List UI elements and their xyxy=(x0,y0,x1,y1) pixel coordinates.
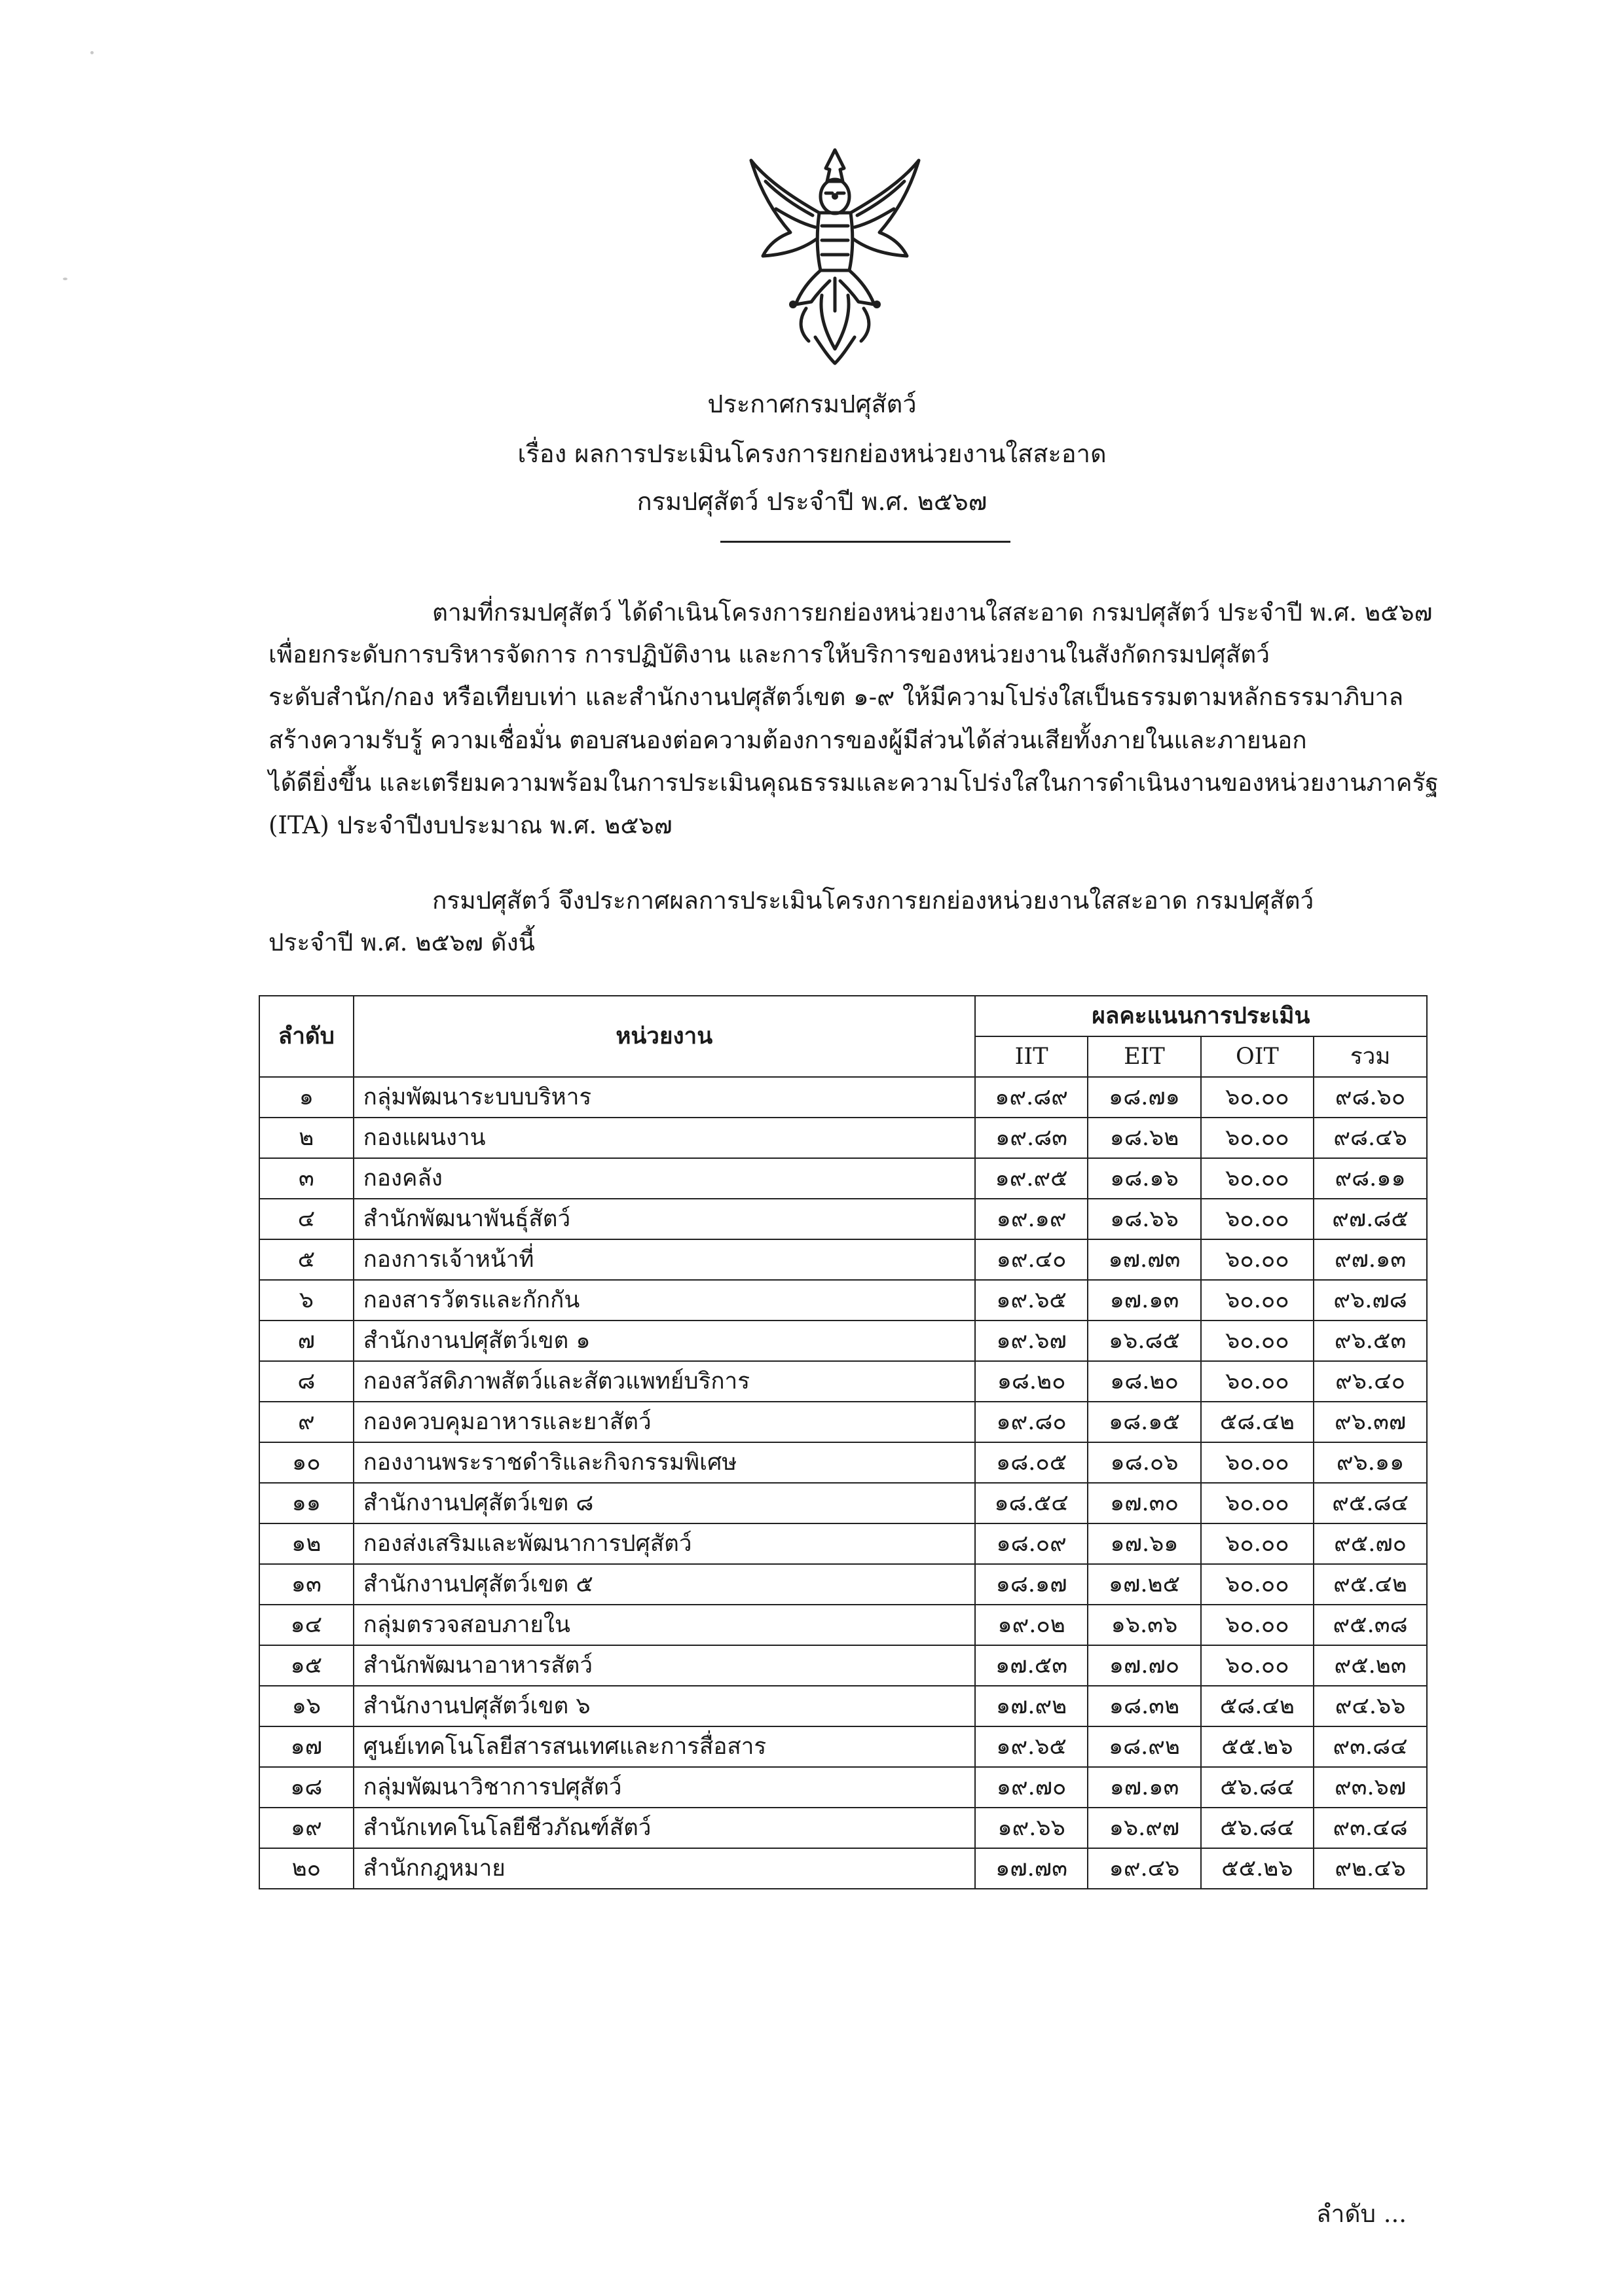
row-iit: ๑๙.๙๕ xyxy=(975,1158,1088,1199)
row-unit: กลุ่มพัฒนาระบบบริหาร xyxy=(354,1077,975,1118)
row-unit: กองคลัง xyxy=(354,1158,975,1199)
row-oit: ๕๖.๘๔ xyxy=(1201,1767,1314,1808)
row-eit: ๑๗.๗๓ xyxy=(1088,1239,1200,1280)
announcement-title: ประกาศกรมปศุสัตว์ xyxy=(707,390,917,418)
header-rank: ลำดับ xyxy=(259,996,354,1077)
row-oit: ๖๐.๐๐ xyxy=(1201,1564,1314,1605)
row-unit: สำนักพัฒนาพันธุ์สัตว์ xyxy=(354,1199,975,1239)
row-eit: ๑๘.๙๒ xyxy=(1088,1726,1200,1767)
row-rank: ๑๖ xyxy=(259,1686,354,1726)
row-rank: ๓ xyxy=(259,1158,354,1199)
row-oit: ๖๐.๐๐ xyxy=(1201,1605,1314,1645)
header-score-group: ผลคะแนนการประเมิน xyxy=(975,996,1427,1036)
row-rank: ๑๐ xyxy=(259,1442,354,1483)
row-oit: ๖๐.๐๐ xyxy=(1201,1280,1314,1321)
row-eit: ๑๗.๗๐ xyxy=(1088,1645,1200,1686)
row-rank: ๑๙ xyxy=(259,1808,354,1848)
row-eit: ๑๖.๘๕ xyxy=(1088,1321,1200,1361)
row-oit: ๖๐.๐๐ xyxy=(1201,1158,1314,1199)
results-table-body xyxy=(259,1077,1427,1889)
row-eit: ๑๘.๓๒ xyxy=(1088,1686,1200,1726)
row-total: ๙๕.๒๓ xyxy=(1314,1645,1427,1686)
row-oit: ๕๕.๒๖ xyxy=(1201,1848,1314,1889)
announcement-subject: เรื่อง ผลการประเมินโครงการยกย่องหน่วยงานใสสะอาด xyxy=(517,439,1107,468)
paragraph-2-line-1: กรมปศุสัตว์ จึงประกาศผลการประเมินโครงการยกย่องหน่วยงานใสสะอาด กรมปศุสัตว์ xyxy=(432,886,1314,915)
row-unit: กลุ่มพัฒนาวิชาการปศุสัตว์ xyxy=(354,1767,975,1808)
header-unit: หน่วยงาน xyxy=(354,996,975,1077)
row-eit: ๑๖.๓๖ xyxy=(1088,1605,1200,1645)
row-unit: กองควบคุมอาหารและยาสัตว์ xyxy=(354,1402,975,1442)
paragraph-1-line-4: สร้างความรับรู้ ความเชื่อมั่น ตอบสนองต่อความต้องการของผู้มีส่วนได้ส่วนเสียทั้งภายในและภายนอก xyxy=(268,726,1307,754)
row-eit: ๑๗.๑๓ xyxy=(1088,1280,1200,1321)
row-total: ๙๔.๖๖ xyxy=(1314,1686,1427,1726)
row-eit: ๑๗.๑๓ xyxy=(1088,1767,1200,1808)
row-oit: ๖๐.๐๐ xyxy=(1201,1199,1314,1239)
row-oit: ๖๐.๐๐ xyxy=(1201,1321,1314,1361)
row-iit: ๑๙.๖๕ xyxy=(975,1280,1088,1321)
row-total: ๙๖.๑๑ xyxy=(1314,1442,1427,1483)
page-continuation: ลำดับ ... xyxy=(1316,2200,1407,2228)
row-eit: ๑๗.๒๕ xyxy=(1088,1564,1200,1605)
header-divider xyxy=(720,541,1010,543)
row-oit: ๖๐.๐๐ xyxy=(1201,1442,1314,1483)
table-row xyxy=(259,1523,1427,1564)
table-row xyxy=(259,1686,1427,1726)
row-eit: ๑๘.๖๖ xyxy=(1088,1199,1200,1239)
row-rank: ๑๑ xyxy=(259,1483,354,1523)
paragraph-1-line-5: ได้ดียิ่งขึ้น และเตรียมความพร้อมในการประเมินคุณธรรมและความโปร่งใสในการดำเนินงานของหน่วยงานภาครัฐ xyxy=(268,769,1439,797)
row-oit: ๖๐.๐๐ xyxy=(1201,1483,1314,1523)
row-total: ๙๓.๖๗ xyxy=(1314,1767,1427,1808)
row-oit: ๖๐.๐๐ xyxy=(1201,1645,1314,1686)
row-oit: ๕๕.๒๖ xyxy=(1201,1726,1314,1767)
row-unit: กองสารวัตรและกักกัน xyxy=(354,1280,975,1321)
row-total: ๙๓.๘๔ xyxy=(1314,1726,1427,1767)
row-iit: ๑๙.๖๖ xyxy=(975,1808,1088,1848)
table-row xyxy=(259,1158,1427,1199)
paragraph-2-line-2: ประจำปี พ.ศ. ๒๕๖๗ ดังนี้ xyxy=(268,928,535,957)
results-table-header xyxy=(259,996,1427,1077)
row-iit: ๑๗.๗๓ xyxy=(975,1848,1088,1889)
row-rank: ๙ xyxy=(259,1402,354,1442)
row-iit: ๑๙.๘๓ xyxy=(975,1118,1088,1158)
paragraph-1-line-1: ตามที่กรมปศุสัตว์ ได้ดำเนินโครงการยกย่องหน่วยงานใสสะอาด กรมปศุสัตว์ ประจำปี พ.ศ. ๒๕๖๗ xyxy=(432,598,1433,627)
table-row xyxy=(259,1605,1427,1645)
row-total: ๙๒.๔๖ xyxy=(1314,1848,1427,1889)
row-oit: ๖๐.๐๐ xyxy=(1201,1523,1314,1564)
scan-speck xyxy=(63,278,67,280)
row-iit: ๑๙.๔๐ xyxy=(975,1239,1088,1280)
table-row xyxy=(259,1118,1427,1158)
row-total: ๙๕.๘๔ xyxy=(1314,1483,1427,1523)
row-unit: สำนักงานปศุสัตว์เขต ๖ xyxy=(354,1686,975,1726)
row-iit: ๑๙.๑๙ xyxy=(975,1199,1088,1239)
paragraph-1-line-3: ระดับสำนัก/กอง หรือเทียบเท่า และสำนักงานปศุสัตว์เขต ๑-๙ ให้มีความโปร่งใสเป็นธรรมตามหลักธรรมาภิบาล xyxy=(268,683,1404,711)
table-row xyxy=(259,1361,1427,1402)
header-oit: OIT xyxy=(1201,1036,1314,1077)
row-eit: ๑๘.๗๑ xyxy=(1088,1077,1200,1118)
row-eit: ๑๖.๙๗ xyxy=(1088,1808,1200,1848)
row-unit: กองงานพระราชดำริและกิจกรรมพิเศษ xyxy=(354,1442,975,1483)
row-total: ๙๘.๑๑ xyxy=(1314,1158,1427,1199)
row-oit: ๕๖.๘๔ xyxy=(1201,1808,1314,1848)
table-row xyxy=(259,1321,1427,1361)
table-row xyxy=(259,1767,1427,1808)
row-total: ๙๖.๗๘ xyxy=(1314,1280,1427,1321)
row-unit: ศูนย์เทคโนโลยีสารสนเทศและการสื่อสาร xyxy=(354,1726,975,1767)
row-iit: ๑๙.๐๒ xyxy=(975,1605,1088,1645)
header-eit: EIT xyxy=(1088,1036,1200,1077)
row-oit: ๕๘.๔๒ xyxy=(1201,1686,1314,1726)
row-rank: ๒ xyxy=(259,1118,354,1158)
row-iit: ๑๘.๕๔ xyxy=(975,1483,1088,1523)
row-iit: ๑๙.๖๗ xyxy=(975,1321,1088,1361)
row-oit: ๖๐.๐๐ xyxy=(1201,1077,1314,1118)
table-row xyxy=(259,1077,1427,1118)
row-iit: ๑๘.๐๙ xyxy=(975,1523,1088,1564)
row-total: ๙๗.๑๓ xyxy=(1314,1239,1427,1280)
table-row xyxy=(259,1726,1427,1767)
results-table xyxy=(259,995,1428,1889)
row-unit: กลุ่มตรวจสอบภายใน xyxy=(354,1605,975,1645)
row-unit: กองส่งเสริมและพัฒนาการปศุสัตว์ xyxy=(354,1523,975,1564)
row-rank: ๑๓ xyxy=(259,1564,354,1605)
row-iit: ๑๗.๕๓ xyxy=(975,1645,1088,1686)
row-total: ๙๗.๘๕ xyxy=(1314,1199,1427,1239)
table-row xyxy=(259,1808,1427,1848)
row-eit: ๑๘.๑๖ xyxy=(1088,1158,1200,1199)
row-eit: ๑๘.๐๖ xyxy=(1088,1442,1200,1483)
row-rank: ๔ xyxy=(259,1199,354,1239)
scan-speck xyxy=(90,51,94,54)
row-total: ๙๓.๔๘ xyxy=(1314,1808,1427,1848)
row-total: ๙๕.๓๘ xyxy=(1314,1605,1427,1645)
announcement-department-year: กรมปศุสัตว์ ประจำปี พ.ศ. ๒๕๖๗ xyxy=(637,487,987,516)
row-eit: ๑๙.๔๖ xyxy=(1088,1848,1200,1889)
row-total: ๙๘.๖๐ xyxy=(1314,1077,1427,1118)
header-total: รวม xyxy=(1314,1036,1427,1077)
row-total: ๙๘.๔๖ xyxy=(1314,1118,1427,1158)
row-eit: ๑๘.๖๒ xyxy=(1088,1118,1200,1158)
row-unit: กองแผนงาน xyxy=(354,1118,975,1158)
row-rank: ๗ xyxy=(259,1321,354,1361)
row-unit: สำนักพัฒนาอาหารสัตว์ xyxy=(354,1645,975,1686)
table-row xyxy=(259,1402,1427,1442)
row-oit: ๖๐.๐๐ xyxy=(1201,1118,1314,1158)
row-rank: ๖ xyxy=(259,1280,354,1321)
row-rank: ๘ xyxy=(259,1361,354,1402)
table-row xyxy=(259,1483,1427,1523)
row-unit: สำนักงานปศุสัตว์เขต ๑ xyxy=(354,1321,975,1361)
row-rank: ๑๕ xyxy=(259,1645,354,1686)
row-unit: สำนักเทคโนโลยีชีวภัณฑ์สัตว์ xyxy=(354,1808,975,1848)
row-unit: กองสวัสดิภาพสัตว์และสัตวแพทย์บริการ xyxy=(354,1361,975,1402)
table-row xyxy=(259,1645,1427,1686)
row-eit: ๑๗.๖๑ xyxy=(1088,1523,1200,1564)
row-rank: ๕ xyxy=(259,1239,354,1280)
row-iit: ๑๙.๘๐ xyxy=(975,1402,1088,1442)
row-oit: ๕๘.๔๒ xyxy=(1201,1402,1314,1442)
row-eit: ๑๘.๑๕ xyxy=(1088,1402,1200,1442)
row-total: ๙๖.๔๐ xyxy=(1314,1361,1427,1402)
row-oit: ๖๐.๐๐ xyxy=(1201,1239,1314,1280)
row-rank: ๑๗ xyxy=(259,1726,354,1767)
row-unit: สำนักงานปศุสัตว์เขต ๘ xyxy=(354,1483,975,1523)
row-total: ๙๕.๗๐ xyxy=(1314,1523,1427,1564)
paragraph-1-line-2: เพื่อยกระดับการบริหารจัดการ การปฏิบัติงาน และการให้บริการของหน่วยงานในสังกัดกรมปศุสัตว์ xyxy=(268,640,1270,668)
row-oit: ๖๐.๐๐ xyxy=(1201,1361,1314,1402)
row-unit: สำนักงานปศุสัตว์เขต ๕ xyxy=(354,1564,975,1605)
row-total: ๙๖.๕๓ xyxy=(1314,1321,1427,1361)
row-rank: ๑๘ xyxy=(259,1767,354,1808)
row-iit: ๑๙.๘๙ xyxy=(975,1077,1088,1118)
row-rank: ๑๔ xyxy=(259,1605,354,1645)
row-iit: ๑๘.๒๐ xyxy=(975,1361,1088,1402)
row-total: ๙๕.๔๒ xyxy=(1314,1564,1427,1605)
table-row xyxy=(259,1564,1427,1605)
table-row xyxy=(259,1848,1427,1889)
row-rank: ๒๐ xyxy=(259,1848,354,1889)
row-rank: ๑๒ xyxy=(259,1523,354,1564)
row-iit: ๑๙.๖๕ xyxy=(975,1726,1088,1767)
row-eit: ๑๗.๓๐ xyxy=(1088,1483,1200,1523)
paragraph-1-line-6: (ITA) ประจำปีงบประมาณ พ.ศ. ๒๕๖๗ xyxy=(268,811,673,839)
row-iit: ๑๘.๐๕ xyxy=(975,1442,1088,1483)
row-rank: ๑ xyxy=(259,1077,354,1118)
garuda-emblem xyxy=(743,141,927,367)
row-unit: กองการเจ้าหน้าที่ xyxy=(354,1239,975,1280)
row-unit: สำนักกฎหมาย xyxy=(354,1848,975,1889)
table-row xyxy=(259,1239,1427,1280)
table-row xyxy=(259,1199,1427,1239)
row-iit: ๑๗.๙๒ xyxy=(975,1686,1088,1726)
row-iit: ๑๘.๑๗ xyxy=(975,1564,1088,1605)
row-iit: ๑๙.๗๐ xyxy=(975,1767,1088,1808)
row-total: ๙๖.๓๗ xyxy=(1314,1402,1427,1442)
table-row xyxy=(259,1442,1427,1483)
table-row xyxy=(259,1280,1427,1321)
header-iit: IIT xyxy=(975,1036,1088,1077)
row-eit: ๑๘.๒๐ xyxy=(1088,1361,1200,1402)
